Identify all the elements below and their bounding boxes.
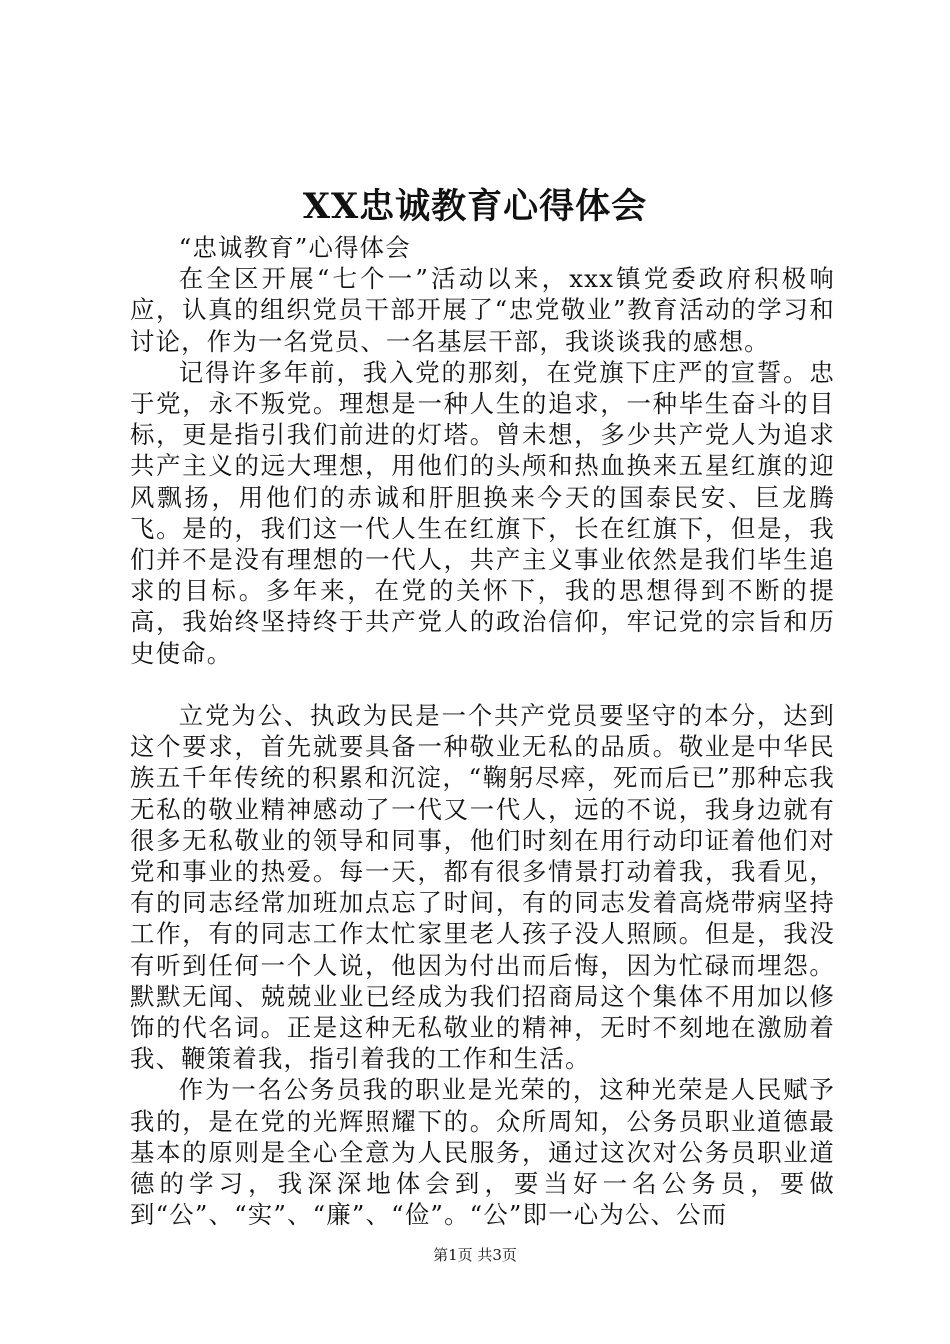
document-subtitle: “忠诚教育”心得体会 [178, 233, 411, 262]
document-body [130, 232, 835, 1230]
paragraph-3: 立党为公、执政为民是一个共产党员要坚守的本分，达到这个要求，首先就要具备一种敬业无私的品质。敬业是中华民族五千年传统的积累和沉淀，“鞠躬尽瘁，死而后已”那种忘我无私的敬业精神感动了一代又一代人，远的不说，我身边就有很多无私敬业的领导和同事，他们时刻在用行动印证着他们对党和事业的热爱。每一天，都有很多情景打动着我，我看见，有的同志经常加班加点忘了时间，有的同志发着高烧带病坚持工作，有的同志工作太忙家里老人孩子没人照顾。但是，我没有听到任何一个人说，他因为付出而后悔，因为忙碌而埋怨。默默无闻、兢兢业业已经成为我们招商局这个集体不用加以修饰的代名词。正是这种无私敬业的精神，无时不刻地在激励着我、鞭策着我，指引着我的工作和生活。 [130, 701, 835, 1074]
page-number: 第1页 共3页 [433, 1246, 517, 1264]
paragraph-1: 在全区开展“七个一”活动以来，xxx镇党委政府积极响应，认真的组织党员干部开展了“忠党敬业”教育活动的学习和讨论，作为一名党员、一名基层干部，我谈谈我的感想。 [130, 264, 835, 356]
document-title: XX忠诚教育心得体会 [302, 186, 648, 227]
paragraph-2: 记得许多年前，我入党的那刻，在党旗下庄严的宣誓。忠于党，永不叛党。理想是一种人生的追求，一种毕生奋斗的目标，更是指引我们前进的灯塔。曾未想，多少共产党人为追求共产主义的远大理想，用他们的头颅和热血换来五星红旗的迎风飘扬，用他们的赤诚和肝胆换来今天的国泰民安、巨龙腾飞。是的，我们这一代人生在红旗下，长在红旗下，但是，我们并不是没有理想的一代人，共产主义事业依然是我们毕生追求的目标。多年来，在党的关怀下，我的思想得到不断的提高，我始终坚持终于共产党人的政治信仰，牢记党的宗旨和历史使命。 [130, 357, 835, 668]
paragraph-4: 作为一名公务员我的职业是光荣的，这种光荣是人民赋予我的，是在党的光辉照耀下的。众所周知，公务员职业道德最基本的原则是全心全意为人民服务，通过这次对公务员职业道德的学习，我深深地体会到，要当好一名公务员，要做到“公”、“实”、“廉”、“俭”。“公”即一心为公、公而 [130, 1075, 835, 1230]
